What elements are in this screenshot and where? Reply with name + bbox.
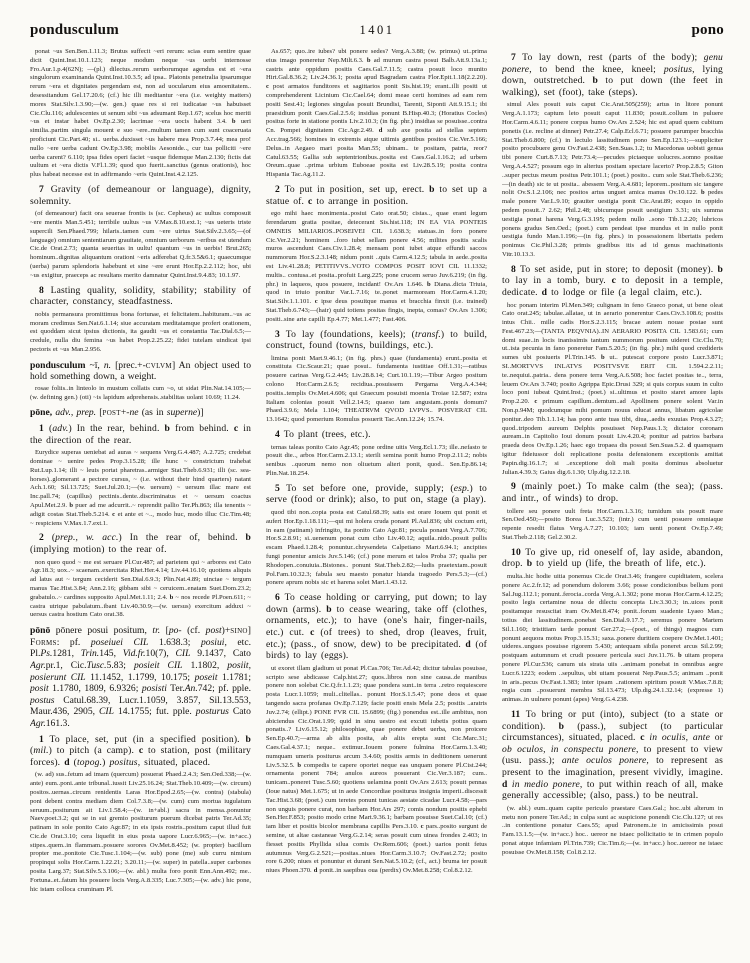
citation-block: ego mihi haec monimenta..posiui Cato orat.50; cistas.., quae erant legum ferendarum gratia positae, deiecerant Sis.hist.118; IN EA VIA PONTEIS OMNEIS MILIARIOS..POSEIVEI CIL 1.638.3; statuas..in foro ponere Cic.Ver.2.21; hominem ..foro iubet sellam ponere 4.56; milites positis scalis muros ascendunt Caes.Civ.1.28.4; mensam poni iubet atque effundi saccos nummorum Hor.S.2.3.148; nidum ponit ..quis Carm.4.12.5; tabula in aede..posita est Liv.41.28.8; PETITIVVS..VOTO COMPOS POSIT IOVI CIL 11.1332; multis.. contusa..et posita..profuit Larg.225; pone crucem seruo Juv.6.219; (in fig. phr.) in laqueos, quos posuere, incidant! Ov.Ars 1.646. b Diana..dicta Triuia, quod in triuio ponitur Var.L.7.16; te..ponet marmoream Hor.Carm.4.1.20; Stat.Silv.1.1.101. c ipse deus posuitque manus et bracchia finxit (i.e. trained) Stat.Theb.6.743;—(hair) quid totiens positas fingis, inepta, comas? Ov.Ars 1.306; positi..sine arte capilli Ep.4.77; Met.1.477; Fast.406. [266, 210, 487, 323]
citation-block: tollere seu ponere uult freta Hor.Carm.1.3.16; tumidum uis posuit mare Sen.Oed.450;—posito Borea Luc.3.523; (intr.) cum uenti posuere omniaque repente resedit flatus Verg.A.7.27; 10.103; iam uenti ponent Ov.Ep.7.49; Stat.Theb.2.118; Gel.2.30.2. [502, 507, 723, 542]
citation-block: (of demeanour) facit ora seuerae frontis is (sc. Cepheus) ac uultus composuit ~ere mentis Man.5.451; terribile uultus ~us V.Max.8.10.ext.1; ~us ueteris triste supercili Sen.Phaed.799; hilaris..tamen cum ~ere uirtus Stat.Silv.2.3.65;—(of language) omnium sententiarum grauitate, omnium uerborum ~eribus est utendum Cic.de Orat.2.73; quanta seueritas in uultu! quantum ~us in uerbis! Brut.265; hominum..dignitas aliquantum orationi ~eris adferebat Q.fr.3.5&6.1; quaecumque (uerba) parum splendoris habebunt et sine ~ere erunt Hor.Ep.2.2.112; hoc, ubi ~us exigitur, praeceps ac resultans merito damnatur Quint.Inst.9.4.83; 10.1.97. [30, 210, 251, 279]
column-middle [266, 48, 487, 936]
citation-block: ut exoret illam gladium ut ponat Pl.Cas.706; Ter.Ad.42; dicitur tabulas posuisse, scripto sese abdicasse Calp.hist.27; quos..libros non sine causa..de manibus ponere non solebat Cic.Q.fr.1.1.23; quae pondera sunt..in terra ..retro requiescere posta Lucr.1.1059; muli..clitellas.. ponunt Hor.S.1.5.47; pone deos et quae tangendo sacra profanas Ov.Ep.7.129; facie positi ensis Mela 2.5; positis ..aratris Juv.2.74; (ellipt.) PONE FVR CIL 15.6899; (fig.) ponendus est..ille ambitus, non abiciendus Cic.Orat.1.99; quid in sinu uestro est excuti iubetis potius quam ponatis..? Liv.6.15.12; philosophiae, quae ponere debet uerba, non proicere Sen.Ep.40.7;—arma ab aliis posita, ab aliis erepta sunt Cic.Marc.31; Caes.Gal.4.37.1; neque.. extimur..Iouem ponere fulmina Hor.Carm.1.3.40; numquam umeris positurus arcum 3.4.60; positis armis in deditionem uenerunt Liv.5.32.5. b compedis te capere oportet neque eas unquam ponere Pl.Cist.244; ornamenta ponent 784; anulos aureos posuerant Cic.Ver.3.187; cum.. tunicam..poneret Tusc.5.60; quotiens uelamina ponit Ov.Ars 2.613; posuit pennas (Ioue natus) Met.1.675; ut in aede Concordiae positurus insignia imperii..discessit Tac.Hist.3.68; (poet.) cum teretes ponunt tunicas aestate cicadae Lucr.4.58;—pars non unguis ponere curat, non barbam Hor.Ars 297; comis nondum positis ephebi Sen.Her.F.853; posito modo crine Mart.9.36.1; barbam posuisse Suet.Cal.10; (cf.) iam liber et positis bicolor membrana capillis Pers.3.10. c pars..posito surgunt de semine, ut altae castaneae Verg.G.2.14; seras posuit cum uinea frondes 2.403; in fiesset positis Phyllida silua comis Ov.Rem.606; (poet.) uarios ponit fetus autumnus Verg.G.2.521;—positas..niues Hor.Carm.3.10.7; Ov.Fast.2.72; posito rore 6.200; niues et ponuntur et durant Sen.Nat.5.10.2; (cf., act.) bruma ter posuit niues Phoen.370. d ponit..in saepibus oua (perdix) Ov.Met.8.258; Col.8.2.12. [266, 664, 487, 875]
sense-definition: 4 To plant (trees, etc.). [275, 429, 371, 441]
sense-definition: 6 To cease holding or carrying, put down; to lay down (arms). b to cease wearing, take off (clothes, ornaments, etc.); to have (one's hair, finger-nails, etc.) cut. c (of trees) to shed, drop (leaves, fruit, etc.); (pass., of snow, dew) to be precipitated. d (of birds) to lay (eggs). [266, 592, 487, 662]
citation-block: nobis permansura promittimus bona fortunae, et felicitatem..habituram..~us ac moram credimus Sen.Nat.6.1.14; siue accuratam meditatamque profert orationem, est quoddam sicut ipsius dictionis, ita gaudii ~us et constantia Tac.Dial.6.5;—credule, nulla diu femina ~us habet Prop.2.25.22; fidei tutelam uindicat ipsi pectoris et ~us Man.2.956. [30, 310, 251, 353]
citation-block: rosae foliis..in linteolo in mustum collatis cum ~o, ut sidat Plin.Nat.14.105;—(w. defining gen.) (oti) ~is lapidum adprehensis..stabilitas uolant 10.69; 11.24. [30, 384, 251, 401]
dictionary-page [30, 22, 724, 945]
citation-block: (w. ad) sus..fetum ad imam (quercum) posuerat Phaed.2.4.3; Sen.Oed.338;—(w. ante) eum..poni..ante tribunal..iussit Liv.25.16.24; Stat.Theb.10.409;—(w. circum) positos..uernas..circum renidentis Laras Hor.Epod.2.65;—(w. contra) (stabula) poni debent contra mediam diem Col.7.3.8;—(w. cum) cum mortua iugulatum seruum..positurum ait Liv.1.58.4;—(w. in+abl.) sacra in mensa..ponuntur Naev.poet.3.2; qui se in sui gremio positurum puerum dicebat patris Ter.Ad.35; patinam in sole ponito Cato Agr.87; in eis ipsis rostris..positum caput illud fuit Cic.de Orat.3.10; cera liquefit in eius posta uapore Lucr.6.965;—(w. in+acc.) stipes..quem..in flammam..posuere sorores Ov.Met.8.452; (w. propter) bacillum propter me..ponitote Cic.Tusc.1.104;—(w. sub) pone (me) sub curru nimium propinqui solis Hor.Carm.1.22.21; 3.20.11;—(w. super) in patella..super carbones posita Larg.37; Stat.Silv.5.3.106;—(w. abl.) multa foro ponit Enn.Ann.492; me.. Fortuna..et..fatum his posuere locis Verg.A.8.335; Luc.7.305;—(w. adv.) hic pone, hic istam colloca cruminam Pl. [30, 771, 251, 893]
sense-definition: 10 To give up, rid oneself of, lay aside, abandon, drop. b to yield up (life, the breath of life, etc.). [502, 546, 723, 570]
sense-definition: 9 (mainly poet.) To make calm (the sea); (pass. and intr., of winds) to drop. [502, 481, 723, 505]
sense-definition: 7 To lay down, rest (parts of the body); genu ponere, to bend the knee, kneel; positus, lying down, outstretched. b to put down (the feet in walking), set (foot), take (steps). [502, 52, 723, 98]
sense-definition: 2 (prep., w. acc.) In the rear of, behind. b (implying motion) to the rear of. [30, 532, 251, 556]
citation-block: quod tibi non..copia posta est Catul.68.39; satis est orare Iouem qui ponit et aufert Hor.Ep.1.18.111;—qui mi holera cruda ponant Pl.Aul.836; ubi coctum erit, in eam (patinam) infringito, ita ponito Cato Agr.81; pocula ponant Verg.A.7.706; Hor.S.2.8.91; si..uenenum ponat cum cibo Liv.40.12; aquila..nido..posuit pullis escam Phaed.1.28.4; ponuntur..chrysendeta Calpetiano Mart.6.94.1; ancipites fungi ponentur amicis Juv.5.146; (cf.) pone merum et talos Proba 37; qualia per Rhodopen..conuiuia..Bistones.. ponunt Stat.Theb.2.82;—ludis praetextam..posuit Pol.Fam.10.32.3; fabula seu maesto ponatur hianda tragoedo Pers.5.3;—(cf.) ponere aprum nobis sic et harena solet Mart.1.43.12. [266, 509, 487, 587]
citation-block: simul Ales posuit suis caput Cic.Arat.505(259); artus in litore ponunt Verg.A.1.173; captum leto posuit caput 11.830; posuit..collum in puluere Hor.Carm.4.6.11; ponere corpus humo Ov.Ars 2.524; hic est apud quem cubitum ponetis (i.e. recline at dinner) Petr.27.4; Calp.Ecl.6.71; posuere parumper bracchia Stat.Theb.6.800; (cf.) in lectulo lassitudinem pono Sen.Ep.123.1;—suppliciter posito procubuere genu Ov.Fast.2.438; Sen.Suas.1.2; tu Macedonas uobisti genua tibi ponere Curt.8.7.13; Petr.73.4;—pecudes pictaeque uolucres..somno positae Verg.A.4.527; possum ego in alterius positam spectare lacerto? Prop.2.8.5; Giton ..super pectus meum positus Petr.101.1; (poet.) posito.. cum sole Stat.Theb.6.236;—(in death) sic te ut posita.. abessem Verg.A.4.681; leporem..positum sic tangere nolit Ov.S.1.2.106; nec positos artus unguet amica manus Ov.10.122. b pedes male ponere Var.L.9.10; grauiter uestigia ponit Cic.Arat.89; ecquo in oppido pedem posuit..? 2.62; Phil.2.48; ubicumque posuit uestigium 3.31; uix summa uestigia ponat harena Verg.G.3.195; pedem nullo ..sono Tib.1.2.20; lubricos ponens gradus Sen.Oed.; (poet.) cum pendeat ipse mundus et in nullo ponit uestigia fundo Man.1.196;—(in fig. phrs.) in possessionem libertatis pedem ponimus Cic.Phil.3.28; primis gradibus itis ad id genus machinationis Vitr.10.13.3. [502, 101, 723, 258]
running-head-left: pondusculum [30, 22, 119, 38]
page-number: 1401 [359, 23, 395, 37]
sense-definition: 11 To bring or put (into), subject (to a state or condition). b (pass.), subject (to particular circumstances), situated, placed. c in oculis, ante or ob oculos, in conspectu ponere, to present to view (usu. pass.); ante oculos ponere, to represent as present to the imagination, present vividly, imagine. d in medio ponere, to put within reach of all, make generally accessible; (also, pass.) to be neutral. [502, 708, 723, 802]
sense-definition: 2 To put in position, set up, erect. b to set up a statue of. c to arrange in position. [266, 183, 487, 207]
column-right [502, 48, 723, 936]
sense-definition: 5 To set before one, provide, supply; (esp.) to serve (food or drink); also, to put on, stage (a play). [266, 482, 487, 506]
column-left [30, 48, 251, 936]
citation-block: (w. abl.) eum..quam capite periculo praestare Caes.Gal.; hoc..ubi alterum in metu non ponere Ter.Ad.; in culpa sunt ac suspicione ponendi Cic.Clu.127; ut res ..in contentione ponatur Caes.55; apud Patronem..te in amicissimis posui Fam.13.1.5;—(w. in+acc.) hoc.. uereor ne istaec pollicitatio te in crimen populo ponat atque infamiam Pl.Trin.739; Cic.Tim.6;—(w. in+acc.) hoc..uereor ne istaec posuisse Ov.Met.8.158; Col.8.2.12. [502, 804, 723, 856]
sense-definition: 1 To place, set, put (in a specified position). b (mil.) to pitch (a camp). c to station, post (military forces). d (topog.) positus, situated, placed. [30, 733, 251, 768]
citation-block: ponat ~us Sen.Ben.1.11.3; Brutus suffecit ~eri rerum: scias eum sentire quae dicit Quint.Inst.10.1.123; neque modum neque ~us uerbi internosse Fro.Aur.1.p.4(62N); —(pl.) dilectus..rerum uerborumque agendus est et ~era singulorum examinanda Quint.Inst.10.3.5; ad ipsa.. Platonis penetralia ipsarumque rerum ~era et dignitates pergendam est, non ad uocularum eius amoenitatem.. desessitandum Gel.17.20.6; (cf.) hic illi meditantur ~era (i.e. weighty matters) mores Stat.Silv.1.3.90;—(w. gen.) quae res si rei iudicatae ~us habuisset Cic.Clu.116; adulescentes ut senum sibi ~us adsumant Rep.1.67; scelus hoc meriti ~us et instar habet Ov.Ep.2.30; lacrimae ~era uocis habent 3.4. b ueri similia..partim singula mouent e suo ~ere..multum tamen cum sunt coaceruata proficiunt Cic.Part.40; si.. uerba..duxisset ~us habere mea Prop.3.7.44; mea pro! nullo ~ere uerba cadunt Ov.Ep.3.98; mobilis Aesonide.., cur tua polliciti ~ere uerba carent? 6.110; ipsa fides operi faciet ~usque fidemque Man.2.130; fictis dat uultum et ~era dictis V.Fl.1.39; quod quo fuerit..sanctius (genus orationis), hoc plus habeat necesse est in adfirmando ~eris Quint.Inst.4.2.125. [30, 48, 251, 179]
text-columns [30, 48, 724, 936]
citation-block: As.657; quo..ire iubes? ubi ponere sedes? Verg.A.3.88; (w. primus) ut..prima eius imago poneretur Nep.Milt.6.3. b ad murum castra posui Balb.Att.9.13a.1; castris ante oppidum positis Caes.Gal.7.11.5; castra posuit loco munito Hirt.Gal.8.36.2; Liv.24.36.1; posita apud Bagradam castra Flor.Epit.1.18(2.2.20). c post armatos funditores et sagittarios ponit Sis.hist.19; erant..illi positi ut comprehenderent Licinium Cic.Cael.64; domi meae certi homines ad eam rem positi Sest.41; legiones singulas posuit Brundisi, Tarenti, Siponti Att.9.15.1; ibi praesidium ponit Caes.Gal.2.5.6; insidias ponunt B.Hisp.40.3; (Horatius Cocles) positus forte in statione pontis Liv.2.10.3; (in fig. phr.) insidias se posuisse..contra Cn. Pompei dignitatem Cic.Agr.2.49. d sub axe posita ad stellas septem Acc.trag.566; homines in extremis atque uitimis gentibus positos Cic.Ver.5.166; Delus..in Aegaeo mari posita Man.55; ubinam.. te positam, patria, reor? Catul.63.55; Gallia sub septentrionibus..posita est Caes.Gal.1.16.2; ad urbem Oreum..quae ..prima urbium Euboeae posita est Liv.28.5.19; posita contra Hispania Tac.Ag.11.2. [266, 48, 487, 179]
running-head-right: pono [691, 22, 724, 38]
sense-definition: 8 Lasting quality, solidity, stability; stability of character, constancy, steadfastness. [30, 284, 251, 308]
entry-headword: pondusculum ~ī, n. [prec.+-cvlvm] An object used to hold something down, a weight. [30, 359, 251, 383]
sense-definition: 3 To lay (foundations, keels); (transf.) to build, construct, found (towns, buildings, etc.). [266, 328, 487, 352]
running-heads [30, 22, 724, 39]
sense-definition: 1 (adv.) In the rear, behind. b from behind. c in the direction of the rear. [30, 423, 251, 446]
citation-block: ternas taleas ponito Cato Agr.45; pone ordine uitis Verg.Ecl.1.73; ille..nefasto te posuit die.., arbos Hor.Carm.2.13.1; sterili semina ponit humo Prop.2.11.2; nobis senibus ..quorum nemo non oliuetum alteri ponit, quod.. Sen.Ep.86.14; Plin.Nat.18.254. [266, 443, 487, 478]
citation-block: multa..hic hodie uitia ponemus Cic.de Orat.3.46; frangere cupiditatem, scelera ponere Ac.2.fr.12; ad ponendum dolorem 3.66; posse condicionibus bellum poni Sal.Jug.112.1; ponunt..ferocia..corda Verg.A.1.302; pone moras Hor.Carm.4.12.25; posito legis certamine noua de dilectu concepta Liv.3.30.3; in..uices ponit positamque resuscitat iram Ov.Met.8.474; ponit..forum suadente Lyaeo Man.; totius diei lassitudinem..ponebat Sen.Dial.9.17.7; seremus ponere Martem Sil.1.160; tristitiam tarde ponunt Ger.27.2;—(poet., of things) magnos cum ponunt aequora motus Prop.3.15.31; saxa..ponere duritiem coepere Ov.Met.1.401; uideres..ungues posuisse rigorem 5.430; antequam sibila poneret arcus Sil.2.99; postquam autumnum et crudi posuere pericula suci Juv.11.76. b uitam propera ponere Pl.Cur.536; canum uis strata uiis ..animam ponebat in omnibus aegre Lucr.6.1223; eodem ..sepultus, ubi uitam posuerat Nep.Paus.5.5; animam ..ponit in aris..pecus Ov.Fast.1.383; inter ipsam ..rationem spiritum posuit V.Max.7.8.8; regia cum ..posuerunt membra Sil.13.473; Ulp.dig.24.1.32.14; (expresse 1) animas..in uulnere ponunt (apes) Verg.G.4.238. [502, 573, 723, 704]
citation-block: limina ponit Mart.9.46.1; (in fig. phrs.) quae (fundamenta) erunt..posita et constituta Cic.Scaur.21; quae posui.. fundamenta iustitiae Off.1.31;—ratibus posuere carinas Verg.G.2.445; Liv.28.8.14; Curt.10.1.19;—Tibur Argeo positum colono Hor.Carm.2.6.5; recidiua..posuissem Pergama Verg.A.4.344; positis..templis Ov.Met.4.606; qui Graecum posuisti moenia Troiae 12.587; extra Italiam colonias posuit Vell.2.14.5; quaeso tam angustam..ponis domum? Phaed.3.9.6; Mela 1.104; THEATRVM QVOD LVPVS.. POSVERAT CIL 13.1642; quod pomerium Romulus posuerit Tac.Ann.12.24; 15.74. [266, 354, 487, 424]
entry-headword: pōne, adv., prep. [post+-ne (as in superne)] [30, 407, 204, 419]
sense-definition: 7 Gravity (of demeanour or language), dignity, solemnity. [30, 183, 251, 207]
citation-block: hoc ponam interim Pl.Men.349; culignam in feno Graeco ponat, ut bene oleat Cato orat.245; tabulae..allatae, ut in aerario ponerentur Caes.Civ.3.108.6; positis intus Chii.. mille cadis Hor.S.2.3.115; bracae autem nouae postae sunt Fest.467.23;—(TANTA PEQVNIA)..IN AERARIO POSITA CIL 1.583.61; cum domi suae..in locis inanissimis tantum nummorum positum uideret Cic.Clu.70; ut..ista pecunia in fano poneretur Fam.5.20.5; (in fig. phr.) mihi quod credideris sumes ubi posiueris Pl.Trin.145. b ut.. putescat corpore posto Lucr.3.871; SI..MORTVVS INLATVS POSITVSVE ERIT CIL 1.594.2.2.11; te..nequiui..patria.. dens ponere terra Verg.A.6.508; hoc faciet positas te.., terra, leuem Ov.Ars 3.740; posito Agrippa Epic.Drusi 329; si quis corpus suum in culto loco poni iubeat Quint.Inst.; (poet.) si..ultimus et posito staret amore lapis Prop.2.20. c primum capillum..demtum..ad Apollinem ponere solent Var.in Non.p.94M; quodcumque mihi pomum nouus educat annus, libatum agricolae ponitur..deo Tib.1.1.14; has pono ante tuas tibi, diua,..aedis exuuias Prop.4.3.27; quod..tripodem aureum Delphis posuisset Nep.Paus.1.3; dictator coronam auream..in Capitolio Ioui donum posuit Liv.4.20.4; ponitur ad patrios barbara praeda deos Ov.Ep.1.26; haec ego tropaea dis possui Sen.Suas.5.2. d quamquam igitur fideiussor doli replicatione posita defensionem exceptionis amittat Papin.dig.16.1.7; si ..exceptione doli mali posita dominus absoluetur Julian.4.39.3; Gaius dig.6.1.30; Ulp.dig.12.2.18. [502, 301, 723, 476]
entry-headword: pōnō pōnere posui positum, tr. [po- (cf. post)+sino] Forms: pf. poseiuei CIL 1.638.3; posiui, etc. Pl.Ps.1281, Trin.145, Vid.fr.10(7), CIL 9.1437, Cato Agr.pr.1, Cic.Tusc.5.83; posieit CIL 1.1802, posiit, posierunt CIL 11.1452, 1.1799, 10.175; poseit 1.1781; posit 1.1780, 1809, 6.9326; posisti Ter.An.742; pf. pple. postus Catul.68.39, Lucr.1.1059, 3.857, Sil.13.553, Maur.436, 2905, CIL 14.1755; fut. pple. posturus Cato Agr.161.3. [30, 625, 251, 729]
citation-block: Eurydice superas ueniebat ad auras ~ sequens Verg.G.4.487; A.2.725; credebat dominae ~ uenire pedes Prop.3.15.28; ille hunc ~ constrictum trahebat Rut.Lup.1.14; illi ~ leuis portat pharetras..armiger Stat.Theb.6.931; illi (sc. sea-horses)..glomerant a pectore cursus, ~ (i.e. without their hind quarters) natant Ach.1.60; Sil.13.725; Suet.Jul.20.1;—(w. uersum) ~ uersum illac mare est Inc.pall.74; (capillus) pectinis..dente..discriminatus et ~ uersum coactus Apul.Met.2.9. b puer ad me adcurrit..~ reprendit pallio Ter.Ph.863; illa tenentis ~ adigit costas Stat.Theb.5.214. c et ante et ~.., modo huc, modo illuc Cic.Tim.48; ~ respiciens V.Max.1.7.ext.1. [30, 449, 251, 527]
sense-definition: 8 To set aside, put in store; to deposit (money). b to lay in a tomb, bury. c to deposit in a temple, dedicate. d to lodge or file (a legal claim, etc.). [502, 263, 723, 298]
citation-block: non queo quod ~ me est seruare Pl.Cur.487; ad parietem qui ~ arbores est Cato Agr.18.3; uox..~ scaenam..exercitata Rhet.Her.4.14; Liv.44.16.10; quotiens aliquis ad latus aut ~ tergum ceciderit Sen.Dial.6.9.3; Plin.Nat.4.89; uinctae ~ tergum manus Tac.Hist.3.84; Ann.2.16; gibbam sibi ~ ceruicem..enatam Suet.Dom.23.2; grabatulo..~ cardines supposito Apul.Met.1.11; 2.4. b ~ nos recede Pl.Poen.611; ~ castra utrique pabulatum..ibant Liv.40.30.9;—(w. uersus) exercitum adduxi ~ uersus castra hostium Cato orat.38. [30, 558, 251, 619]
